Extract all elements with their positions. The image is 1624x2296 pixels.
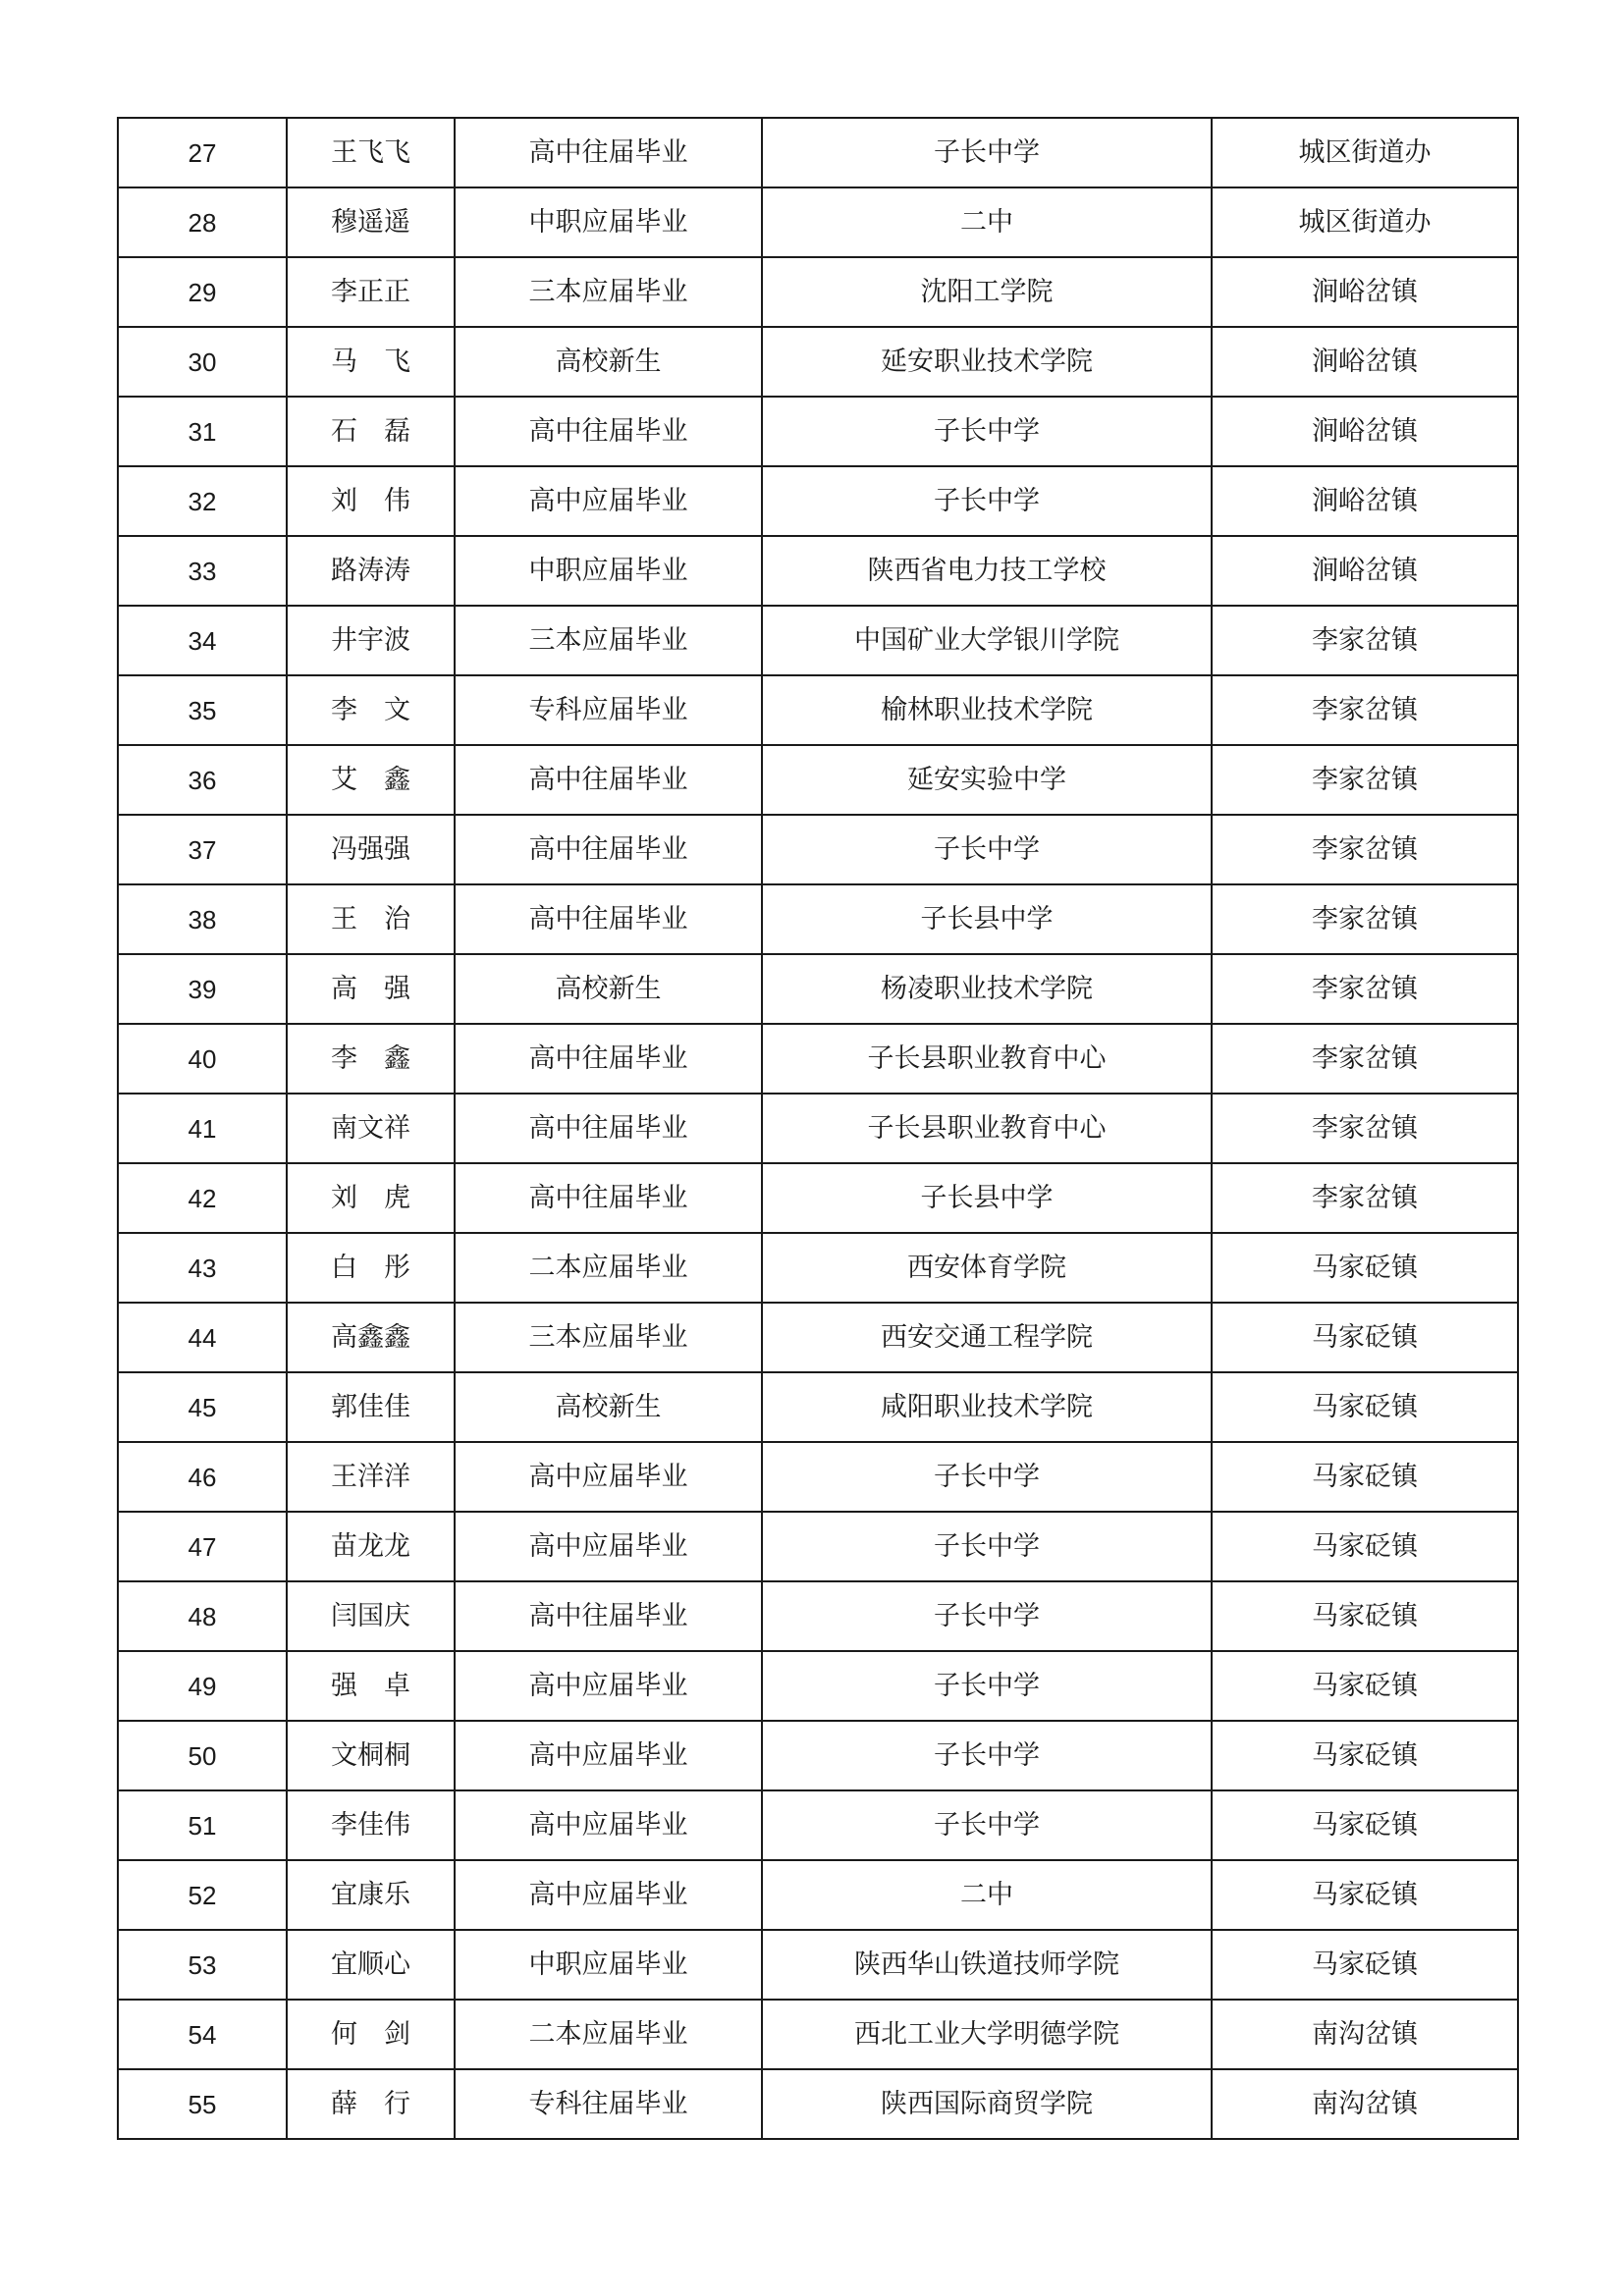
- serial-number-cell: 31: [118, 397, 287, 466]
- school-cell: 子长县中学: [762, 884, 1212, 954]
- school-cell: 子长中学: [762, 1581, 1212, 1651]
- township-cell: 马家砭镇: [1212, 1581, 1518, 1651]
- township-cell: 李家岔镇: [1212, 745, 1518, 815]
- school-cell: 子长中学: [762, 1721, 1212, 1790]
- school-cell: 榆林职业技术学院: [762, 675, 1212, 745]
- category-cell: 高中应届毕业: [455, 466, 762, 536]
- school-cell: 沈阳工学院: [762, 257, 1212, 327]
- name-cell: 刘 虎: [287, 1163, 455, 1233]
- category-cell: 三本应届毕业: [455, 606, 762, 675]
- serial-number-cell: 41: [118, 1094, 287, 1163]
- school-cell: 子长中学: [762, 1651, 1212, 1721]
- category-cell: 专科应届毕业: [455, 675, 762, 745]
- township-cell: 南沟岔镇: [1212, 2000, 1518, 2069]
- school-cell: 陕西华山铁道技师学院: [762, 1930, 1212, 2000]
- table-row: [118, 1094, 1518, 1163]
- name-cell: 李佳伟: [287, 1790, 455, 1860]
- table-row: [118, 327, 1518, 397]
- township-cell: 马家砭镇: [1212, 1442, 1518, 1512]
- category-cell: 高中应届毕业: [455, 1442, 762, 1512]
- category-cell: 高中应届毕业: [455, 1790, 762, 1860]
- table-row: [118, 1860, 1518, 1930]
- name-cell: 马 飞: [287, 327, 455, 397]
- school-cell: 西北工业大学明德学院: [762, 2000, 1212, 2069]
- school-cell: 子长中学: [762, 397, 1212, 466]
- school-cell: 杨凌职业技术学院: [762, 954, 1212, 1024]
- serial-number-cell: 47: [118, 1512, 287, 1581]
- table-row: [118, 1581, 1518, 1651]
- township-cell: 南沟岔镇: [1212, 2069, 1518, 2139]
- category-cell: 高校新生: [455, 954, 762, 1024]
- category-cell: 中职应届毕业: [455, 187, 762, 257]
- serial-number-cell: 49: [118, 1651, 287, 1721]
- school-cell: 子长中学: [762, 466, 1212, 536]
- table-row: [118, 1024, 1518, 1094]
- category-cell: 高中往届毕业: [455, 815, 762, 884]
- category-cell: 高中往届毕业: [455, 884, 762, 954]
- township-cell: 马家砭镇: [1212, 1721, 1518, 1790]
- serial-number-cell: 38: [118, 884, 287, 954]
- name-cell: 苗龙龙: [287, 1512, 455, 1581]
- serial-number-cell: 45: [118, 1372, 287, 1442]
- township-cell: 马家砭镇: [1212, 1930, 1518, 2000]
- category-cell: 高中往届毕业: [455, 1024, 762, 1094]
- township-cell: 涧峪岔镇: [1212, 327, 1518, 397]
- school-cell: 西安体育学院: [762, 1233, 1212, 1303]
- serial-number-cell: 52: [118, 1860, 287, 1930]
- name-cell: 郭佳佳: [287, 1372, 455, 1442]
- serial-number-cell: 27: [118, 118, 287, 187]
- serial-number-cell: 42: [118, 1163, 287, 1233]
- table-row: [118, 745, 1518, 815]
- table-row: [118, 1790, 1518, 1860]
- school-cell: 陕西国际商贸学院: [762, 2069, 1212, 2139]
- name-cell: 石 磊: [287, 397, 455, 466]
- table-row: [118, 466, 1518, 536]
- category-cell: 高中应届毕业: [455, 1721, 762, 1790]
- table-row: [118, 187, 1518, 257]
- school-cell: 子长中学: [762, 1512, 1212, 1581]
- township-cell: 李家岔镇: [1212, 675, 1518, 745]
- serial-number-cell: 54: [118, 2000, 287, 2069]
- table-row: [118, 1721, 1518, 1790]
- school-cell: 子长中学: [762, 815, 1212, 884]
- category-cell: 中职应届毕业: [455, 1930, 762, 2000]
- table-row: [118, 2069, 1518, 2139]
- name-cell: 宜康乐: [287, 1860, 455, 1930]
- township-cell: 马家砭镇: [1212, 1860, 1518, 1930]
- table-row: [118, 1442, 1518, 1512]
- serial-number-cell: 44: [118, 1303, 287, 1372]
- table-row: [118, 815, 1518, 884]
- serial-number-cell: 53: [118, 1930, 287, 2000]
- table-row: [118, 536, 1518, 606]
- serial-number-cell: 33: [118, 536, 287, 606]
- name-cell: 南文祥: [287, 1094, 455, 1163]
- table-row: [118, 675, 1518, 745]
- category-cell: 高中往届毕业: [455, 397, 762, 466]
- name-cell: 白 彤: [287, 1233, 455, 1303]
- school-cell: 子长中学: [762, 1790, 1212, 1860]
- name-cell: 刘 伟: [287, 466, 455, 536]
- name-cell: 高 强: [287, 954, 455, 1024]
- name-cell: 闫国庆: [287, 1581, 455, 1651]
- township-cell: 涧峪岔镇: [1212, 466, 1518, 536]
- school-cell: 二中: [762, 1860, 1212, 1930]
- township-cell: 李家岔镇: [1212, 1024, 1518, 1094]
- serial-number-cell: 32: [118, 466, 287, 536]
- school-cell: 西安交通工程学院: [762, 1303, 1212, 1372]
- name-cell: 冯强强: [287, 815, 455, 884]
- township-cell: 马家砭镇: [1212, 1233, 1518, 1303]
- serial-number-cell: 55: [118, 2069, 287, 2139]
- school-cell: 咸阳职业技术学院: [762, 1372, 1212, 1442]
- table-row: [118, 257, 1518, 327]
- table-row: [118, 954, 1518, 1024]
- name-cell: 路涛涛: [287, 536, 455, 606]
- serial-number-cell: 39: [118, 954, 287, 1024]
- category-cell: 二本应届毕业: [455, 1233, 762, 1303]
- category-cell: 高中应届毕业: [455, 1651, 762, 1721]
- table-row: [118, 1512, 1518, 1581]
- name-cell: 何 剑: [287, 2000, 455, 2069]
- serial-number-cell: 50: [118, 1721, 287, 1790]
- township-cell: 李家岔镇: [1212, 1163, 1518, 1233]
- serial-number-cell: 37: [118, 815, 287, 884]
- township-cell: 涧峪岔镇: [1212, 536, 1518, 606]
- serial-number-cell: 30: [118, 327, 287, 397]
- serial-number-cell: 43: [118, 1233, 287, 1303]
- township-cell: 李家岔镇: [1212, 954, 1518, 1024]
- name-cell: 高鑫鑫: [287, 1303, 455, 1372]
- table-row: [118, 2000, 1518, 2069]
- table-row: [118, 1930, 1518, 2000]
- school-cell: 二中: [762, 187, 1212, 257]
- table-row: [118, 118, 1518, 187]
- document-page: [117, 117, 1517, 2140]
- school-cell: 子长中学: [762, 1442, 1212, 1512]
- serial-number-cell: 28: [118, 187, 287, 257]
- category-cell: 中职应届毕业: [455, 536, 762, 606]
- table-row: [118, 1651, 1518, 1721]
- serial-number-cell: 36: [118, 745, 287, 815]
- name-cell: 王飞飞: [287, 118, 455, 187]
- category-cell: 专科往届毕业: [455, 2069, 762, 2139]
- township-cell: 马家砭镇: [1212, 1790, 1518, 1860]
- category-cell: 三本应届毕业: [455, 1303, 762, 1372]
- school-cell: 陕西省电力技工学校: [762, 536, 1212, 606]
- name-cell: 李 鑫: [287, 1024, 455, 1094]
- name-cell: 王洋洋: [287, 1442, 455, 1512]
- name-cell: 宜顺心: [287, 1930, 455, 2000]
- name-cell: 强 卓: [287, 1651, 455, 1721]
- category-cell: 高中应届毕业: [455, 1512, 762, 1581]
- table-row: [118, 1372, 1518, 1442]
- school-cell: 中国矿业大学银川学院: [762, 606, 1212, 675]
- township-cell: 李家岔镇: [1212, 1094, 1518, 1163]
- serial-number-cell: 51: [118, 1790, 287, 1860]
- table-row: [118, 1303, 1518, 1372]
- name-cell: 李 文: [287, 675, 455, 745]
- township-cell: 城区街道办: [1212, 118, 1518, 187]
- township-cell: 李家岔镇: [1212, 884, 1518, 954]
- serial-number-cell: 46: [118, 1442, 287, 1512]
- name-cell: 薛 行: [287, 2069, 455, 2139]
- township-cell: 马家砭镇: [1212, 1372, 1518, 1442]
- name-cell: 井宇波: [287, 606, 455, 675]
- township-cell: 马家砭镇: [1212, 1651, 1518, 1721]
- table-row: [118, 1233, 1518, 1303]
- roster-table-body: [118, 118, 1518, 2139]
- township-cell: 涧峪岔镇: [1212, 257, 1518, 327]
- serial-number-cell: 29: [118, 257, 287, 327]
- township-cell: 涧峪岔镇: [1212, 397, 1518, 466]
- table-row: [118, 397, 1518, 466]
- table-row: [118, 606, 1518, 675]
- category-cell: 高中往届毕业: [455, 118, 762, 187]
- category-cell: 高校新生: [455, 327, 762, 397]
- school-cell: 子长县职业教育中心: [762, 1094, 1212, 1163]
- school-cell: 子长县中学: [762, 1163, 1212, 1233]
- student-roster-table: [117, 117, 1519, 2140]
- serial-number-cell: 48: [118, 1581, 287, 1651]
- serial-number-cell: 35: [118, 675, 287, 745]
- school-cell: 子长县职业教育中心: [762, 1024, 1212, 1094]
- table-row: [118, 884, 1518, 954]
- township-cell: 马家砭镇: [1212, 1512, 1518, 1581]
- name-cell: 穆遥遥: [287, 187, 455, 257]
- township-cell: 李家岔镇: [1212, 815, 1518, 884]
- category-cell: 三本应届毕业: [455, 257, 762, 327]
- category-cell: 高校新生: [455, 1372, 762, 1442]
- township-cell: 马家砭镇: [1212, 1303, 1518, 1372]
- school-cell: 延安实验中学: [762, 745, 1212, 815]
- name-cell: 王 治: [287, 884, 455, 954]
- category-cell: 高中往届毕业: [455, 1094, 762, 1163]
- category-cell: 高中往届毕业: [455, 745, 762, 815]
- school-cell: 延安职业技术学院: [762, 327, 1212, 397]
- school-cell: 子长中学: [762, 118, 1212, 187]
- category-cell: 高中应届毕业: [455, 1860, 762, 1930]
- township-cell: 城区街道办: [1212, 187, 1518, 257]
- serial-number-cell: 34: [118, 606, 287, 675]
- category-cell: 二本应届毕业: [455, 2000, 762, 2069]
- category-cell: 高中往届毕业: [455, 1163, 762, 1233]
- name-cell: 艾 鑫: [287, 745, 455, 815]
- serial-number-cell: 40: [118, 1024, 287, 1094]
- township-cell: 李家岔镇: [1212, 606, 1518, 675]
- table-row: [118, 1163, 1518, 1233]
- name-cell: 李正正: [287, 257, 455, 327]
- name-cell: 文桐桐: [287, 1721, 455, 1790]
- category-cell: 高中往届毕业: [455, 1581, 762, 1651]
